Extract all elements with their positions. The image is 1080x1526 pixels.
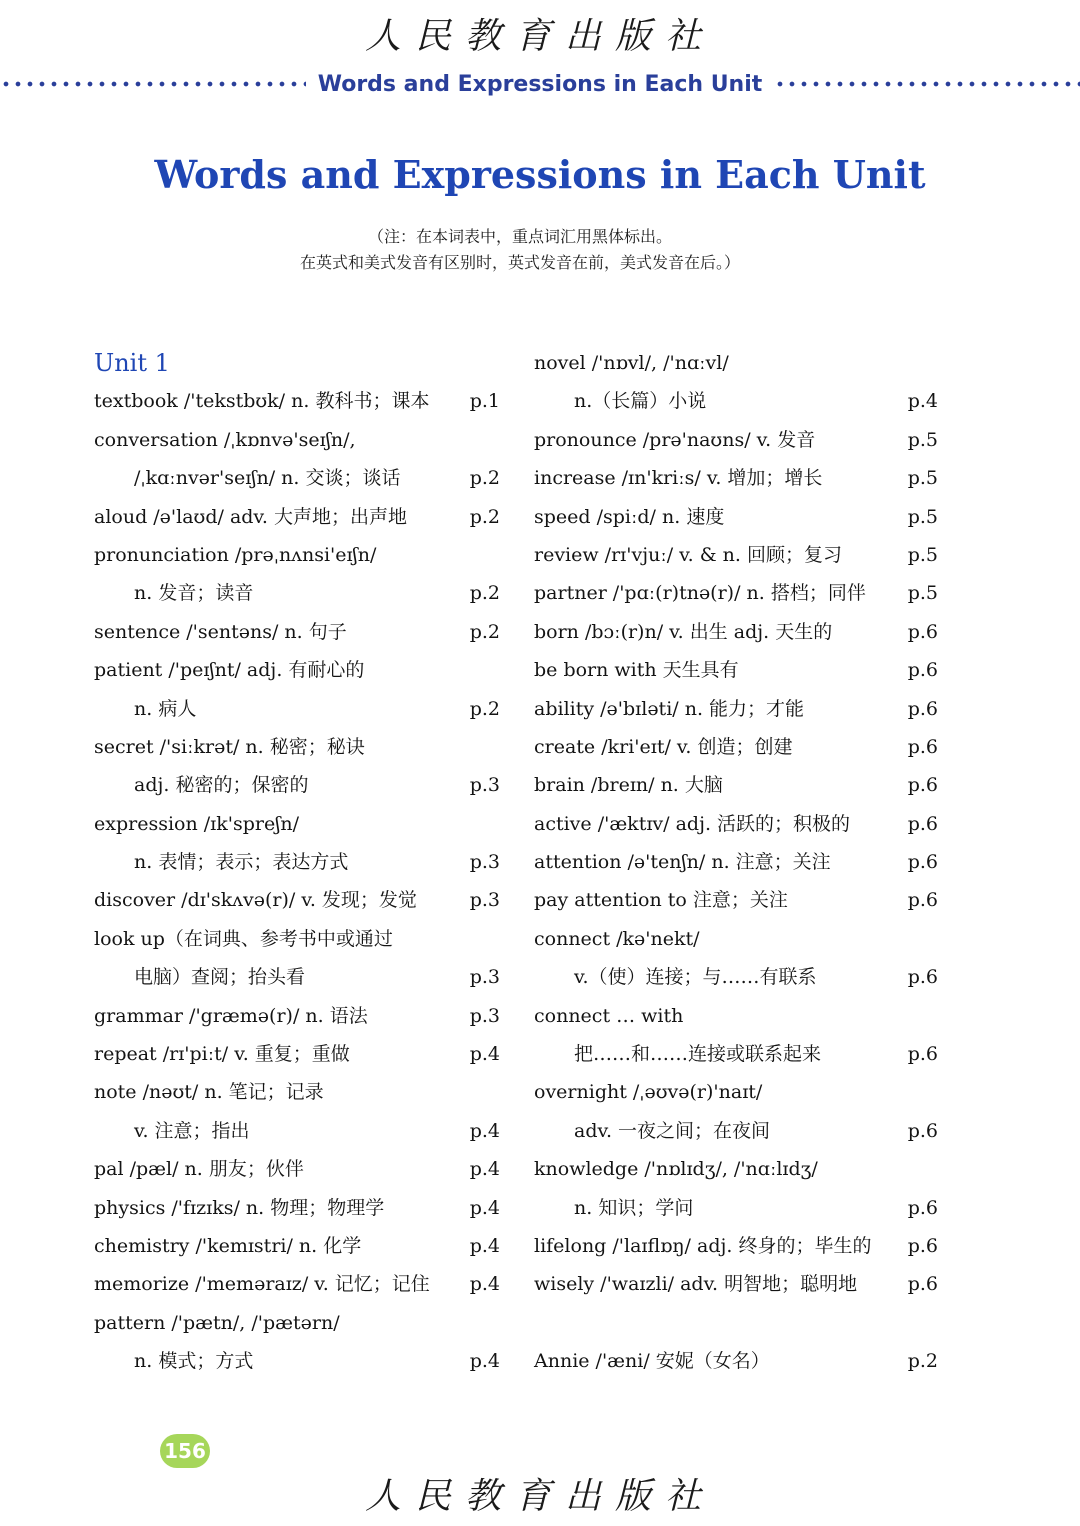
entry-text: n. 表情；表示；表达方式 (134, 851, 349, 874)
entry-text: lifelong /'laɪflɒŋ/ adj. 终身的；毕生的 (534, 1234, 872, 1257)
entry-text: novel /'nɒvl/, /'nɑːvl/ (534, 352, 729, 374)
entry-page-ref: p.6 (907, 1234, 938, 1257)
running-header-text: Words and Expressions in Each Unit (317, 71, 763, 97)
word-entry (534, 1112, 942, 1150)
publisher-logo-top: 人民教育出版社 (364, 16, 715, 57)
word-entry (534, 920, 942, 958)
entry-text: active /'æktɪv/ adj. 活跃的；积极的 (534, 812, 851, 835)
entry-page-ref: p.6 (907, 1196, 938, 1219)
entry-text: 电脑）查阅；抬头看 (134, 966, 306, 989)
entry-page-ref: p.3 (469, 889, 500, 912)
publisher-logo-bottom: 人民教育出版社 (364, 1476, 715, 1517)
word-entry (94, 997, 504, 1035)
word-entry (534, 1265, 942, 1303)
entry-page-ref: p.6 (907, 851, 938, 874)
entry-page-ref: p.3 (469, 1004, 500, 1027)
entry-page-ref: p.5 (907, 467, 938, 490)
word-entry (534, 344, 942, 382)
word-entry (94, 958, 504, 996)
entry-page-ref: p.2 (469, 467, 500, 490)
word-entry (534, 421, 942, 459)
entry-text: ability /ə'bɪləti/ n. 能力；才能 (534, 697, 805, 720)
entry-text: born /bɔː(r)n/ v. 出生 adj. 天生的 (534, 620, 833, 643)
word-entry (534, 728, 942, 766)
word-entry (94, 1035, 504, 1073)
word-entry (534, 1150, 942, 1188)
word-entry (534, 1035, 942, 1073)
word-entry (94, 498, 504, 536)
entry-page-ref: p.2 (469, 582, 500, 605)
word-entry (534, 997, 942, 1035)
entry-text: speed /spiːd/ n. 速度 (534, 505, 725, 528)
word-entry (534, 805, 942, 843)
entry-page-ref: p.3 (469, 774, 500, 797)
entry-page-ref: p.6 (907, 966, 938, 989)
entry-text: conversation /ˌkɒnvə'seɪʃn/, (94, 428, 356, 451)
entry-page-ref: p.6 (907, 620, 938, 643)
entry-text: textbook /'tekstbʊk/ n. 教科书；课本 (94, 390, 430, 413)
word-entry (94, 382, 504, 420)
entry-page-ref: p.4 (469, 1158, 500, 1181)
entry-text: v.（使）连接；与……有联系 (574, 966, 817, 989)
entry-page-ref: p.6 (907, 889, 938, 912)
entry-text: grammar /'græmə(r)/ n. 语法 (94, 1004, 368, 1027)
word-entry (94, 1189, 504, 1227)
entry-text: pronunciation /prəˌnʌnsi'eɪʃn/ (94, 543, 377, 566)
word-entry (94, 613, 504, 651)
entry-page-ref: p.2 (469, 697, 500, 720)
word-entry (94, 651, 504, 689)
word-entry (534, 958, 942, 996)
entry-page-ref: p.2 (907, 1350, 938, 1373)
entry-text: repeat /rɪ'piːt/ v. 重复；重做 (94, 1043, 350, 1066)
entry-page-ref: p.4 (469, 1234, 500, 1257)
entry-text: expression /ɪk'spreʃn/ (94, 812, 299, 835)
blank-spacer (534, 1304, 942, 1342)
entry-text: brain /breɪn/ n. 大脑 (534, 774, 723, 797)
entry-text: physics /'fɪzɪks/ n. 物理；物理学 (94, 1196, 385, 1219)
entry-page-ref: p.5 (907, 582, 938, 605)
entry-text: patient /'peɪʃnt/ adj. 有耐心的 (94, 659, 365, 682)
word-entry (94, 881, 504, 919)
word-entry (94, 843, 504, 881)
entry-page-ref: p.3 (469, 851, 500, 874)
word-entry (534, 690, 942, 728)
note-line-2: 在英式和美式发音有区别时，英式发音在前，美式发音在后。） (299, 253, 740, 272)
entry-page-ref: p.6 (907, 735, 938, 758)
word-entry (94, 1304, 504, 1342)
word-entry (534, 1342, 942, 1380)
entry-text: /ˌkɑːnvər'seɪʃn/ n. 交谈；谈话 (134, 467, 401, 490)
word-entry (94, 920, 504, 958)
entry-text: be born with 天生具有 (534, 659, 739, 682)
entry-page-ref: p.5 (907, 505, 938, 528)
word-entry (534, 498, 942, 536)
entry-page-ref: p.5 (907, 428, 938, 451)
entry-text: connect … with (534, 1004, 684, 1027)
word-entry (94, 690, 504, 728)
entry-page-ref: p.6 (907, 659, 938, 682)
dot-rule-left (0, 81, 306, 87)
right-word-column (534, 344, 942, 1381)
entry-text: n. 发音；读音 (134, 582, 254, 605)
word-entry (94, 728, 504, 766)
entry-text: review /rɪ'vjuː/ v. & n. 回顾；复习 (534, 543, 842, 566)
entry-text: look up（在词典、参考书中或通过 (94, 927, 393, 950)
word-entry (94, 421, 504, 459)
entry-text: adj. 秘密的；保密的 (134, 774, 309, 797)
entry-page-ref: p.6 (907, 1273, 938, 1296)
word-entry (94, 459, 504, 497)
running-header (0, 66, 1080, 102)
entry-page-ref: p.4 (907, 390, 938, 413)
word-entry (534, 1227, 942, 1265)
entry-text: knowledge /'nɒlɪdʒ/, /'nɑːlɪdʒ/ (534, 1158, 818, 1181)
word-entry (94, 1342, 504, 1380)
entry-text: adv. 一夜之间；在夜间 (574, 1119, 771, 1142)
entry-text: v. 注意；指出 (134, 1119, 250, 1142)
entry-text: wisely /'waɪzli/ adv. 明智地；聪明地 (534, 1273, 858, 1296)
word-entry (94, 1112, 504, 1150)
entry-text: n. 模式；方式 (134, 1350, 254, 1373)
entry-text: connect /kə'nekt/ (534, 927, 700, 950)
entry-text: overnight /ˌəʊvə(r)'naɪt/ (534, 1081, 763, 1104)
word-entry (94, 536, 504, 574)
entry-text: sentence /'sentəns/ n. 句子 (94, 620, 347, 643)
note-line-1: （注：在本词表中，重点词汇用黑体标出。 (367, 227, 672, 246)
entry-text: attention /ə'tenʃn/ n. 注意；关注 (534, 851, 831, 874)
word-entry (534, 1073, 942, 1111)
entry-page-ref: p.2 (469, 505, 500, 528)
word-entry (94, 574, 504, 612)
entry-page-ref: p.6 (907, 1119, 938, 1142)
entry-page-ref: p.6 (907, 1043, 938, 1066)
word-entry (534, 651, 942, 689)
word-entry (534, 843, 942, 881)
entry-page-ref: p.6 (907, 697, 938, 720)
entry-text: secret /'siːkrət/ n. 秘密；秘诀 (94, 735, 365, 758)
entry-page-ref: p.4 (469, 1273, 500, 1296)
entry-text: pal /pæl/ n. 朋友；伙伴 (94, 1158, 304, 1181)
page-number-badge: 156 (160, 1434, 210, 1468)
word-entry (534, 1189, 942, 1227)
word-entry (534, 574, 942, 612)
entry-text: n. 知识；学问 (574, 1196, 694, 1219)
entry-text: partner /'pɑː(r)tnə(r)/ n. 搭档；同伴 (534, 582, 866, 605)
dot-rule-right (774, 81, 1080, 87)
entry-page-ref: p.6 (907, 774, 938, 797)
entry-text: create /kri'eɪt/ v. 创造；创建 (534, 735, 793, 758)
word-entry (94, 805, 504, 843)
entry-text: pronounce /prə'naʊns/ v. 发音 (534, 428, 816, 451)
entry-text: Unit 1 (94, 349, 170, 377)
entry-page-ref: p.4 (469, 1043, 500, 1066)
word-entry (534, 613, 942, 651)
entry-text: n. 病人 (134, 697, 197, 720)
word-entry (94, 1227, 504, 1265)
entry-text: pay attention to 注意；关注 (534, 889, 788, 912)
word-entry (534, 766, 942, 804)
word-entry (94, 1150, 504, 1188)
entry-page-ref: p.1 (469, 390, 500, 413)
entry-text: increase /ɪn'kriːs/ v. 增加；增长 (534, 467, 823, 490)
entry-text: Annie /'æni/ 安妮（女名） (534, 1350, 770, 1373)
entry-text: note /nəʊt/ n. 笔记；记录 (94, 1081, 324, 1104)
entry-text: chemistry /'kemɪstri/ n. 化学 (94, 1234, 362, 1257)
word-entry (94, 766, 504, 804)
entry-text: pattern /'pætn/, /'pætərn/ (94, 1311, 340, 1334)
entry-page-ref: p.6 (907, 812, 938, 835)
word-entry (94, 1073, 504, 1111)
entry-page-ref: p.3 (469, 966, 500, 989)
word-entry (94, 1265, 504, 1303)
entry-page-ref: p.2 (469, 620, 500, 643)
entry-page-ref: p.5 (907, 543, 938, 566)
word-entry (534, 536, 942, 574)
entry-page-ref: p.4 (469, 1350, 500, 1373)
left-word-column (94, 344, 504, 1381)
entry-text: n.（长篇）小说 (574, 390, 707, 413)
entry-text: discover /dɪ'skʌvə(r)/ v. 发现；发觉 (94, 889, 417, 912)
entry-page-ref: p.4 (469, 1119, 500, 1142)
word-entry (534, 382, 942, 420)
entry-text: memorize /'meməraɪz/ v. 记忆；记住 (94, 1273, 430, 1296)
entry-text: aloud /ə'laʊd/ adv. 大声地；出声地 (94, 505, 407, 528)
unit-heading (94, 344, 504, 382)
entry-text: 把……和……连接或联系起来 (574, 1043, 822, 1066)
word-entry (534, 881, 942, 919)
entry-page-ref: p.4 (469, 1196, 500, 1219)
word-entry (534, 459, 942, 497)
page-title: Words and Expressions in Each Unit (154, 152, 926, 197)
